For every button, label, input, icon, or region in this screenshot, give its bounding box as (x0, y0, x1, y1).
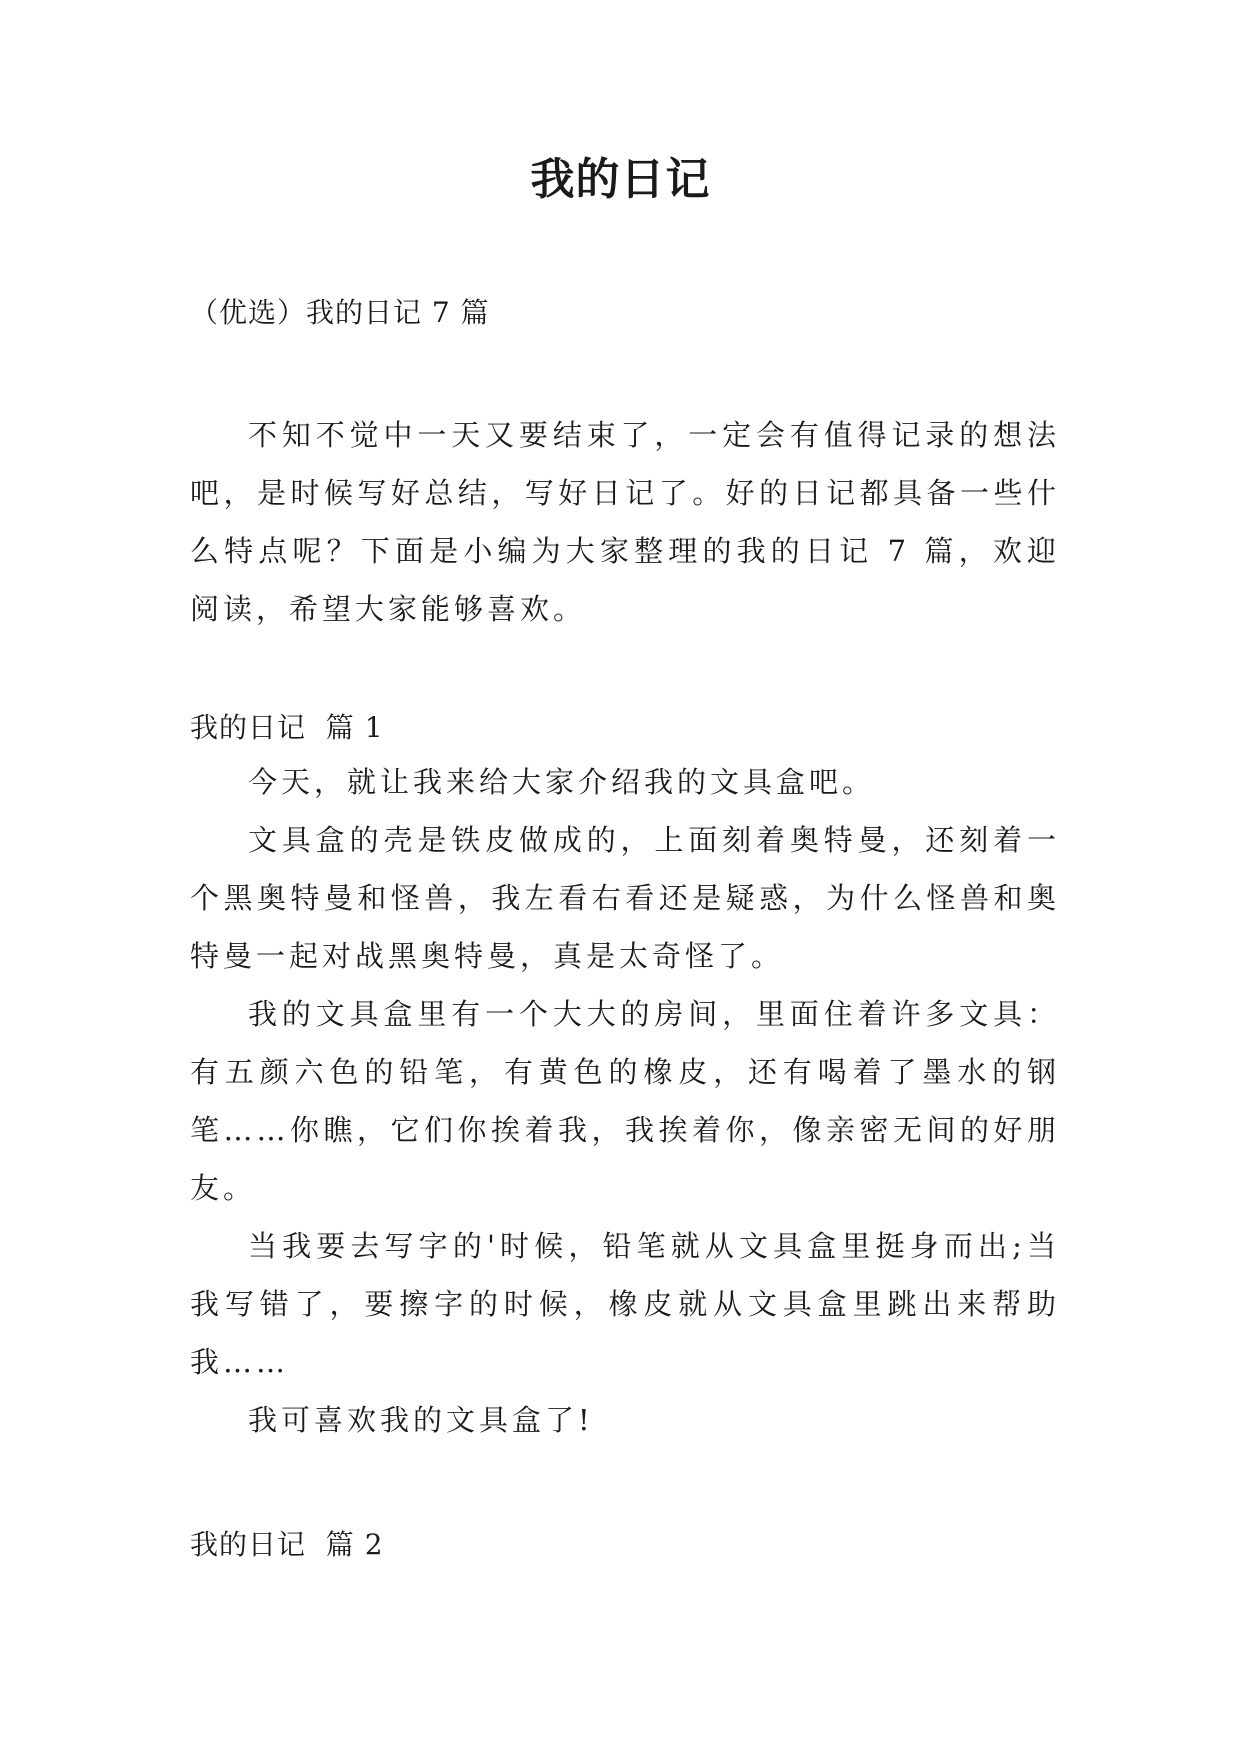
entry-heading-1: 我的日记 篇 1 (190, 711, 384, 744)
entry-1-paragraph-2: 文具盒的壳是铁皮做成的，上面刻着奥特曼，还刻着一个黑奥特曼和怪兽，我左看右看还是疑惑，为什么怪兽和奥特曼一起对战黑奥特曼，真是太奇怪了。 (190, 823, 1060, 973)
entry-1-paragraph-1: 今天，就让我来给大家介绍我的文具盒吧。 (248, 765, 876, 799)
entry-1-paragraph-4: 当我要去写字的'时候，铅笔就从文具盒里挺身而出;当我写错了，要擦字的时候，橡皮就从文具盒里跳出来帮助我…… (190, 1229, 1060, 1379)
entry-heading-2: 我的日记 篇 2 (190, 1528, 384, 1561)
intro-paragraph: 不知不觉中一天又要结束了，一定会有值得记录的想法吧，是时候写好总结，写好日记了。好的日记都具备一些什么特点呢？下面是小编为大家整理的我的日记 7 篇，欢迎阅读，希望大家能够喜欢。 (190, 418, 1060, 626)
document-subtitle: （优选）我的日记 7 篇 (190, 296, 490, 329)
document-title: 我的日记 (530, 154, 711, 205)
entry-1-paragraph-3: 我的文具盒里有一个大大的房间，里面住着许多文具：有五颜六色的铅笔，有黄色的橡皮，还有喝着了墨水的钢笔……你瞧，它们你挨着我，我挨着你，像亲密无间的好朋友。 (190, 997, 1060, 1205)
entry-1-paragraph-5: 我可喜欢我的文具盒了! (248, 1403, 594, 1437)
intro-section (190, 406, 1060, 638)
entry-1-body (190, 753, 1060, 1449)
